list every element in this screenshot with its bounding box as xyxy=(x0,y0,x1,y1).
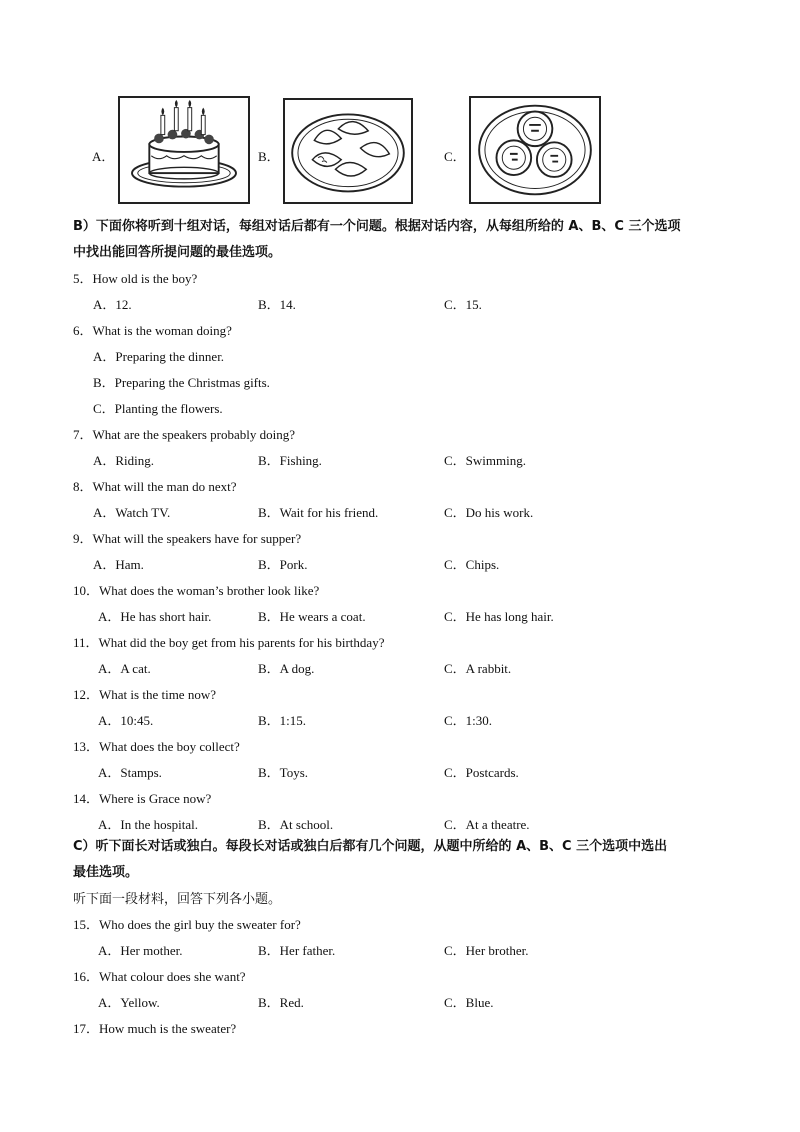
question-16 xyxy=(73,966,246,985)
option-a[interactable]: A．Watch TV. xyxy=(93,505,171,520)
question-11 xyxy=(73,632,384,651)
question-text: What did the boy get from his parents for his birthday? xyxy=(98,635,385,650)
question-text: What does the boy collect? xyxy=(99,739,240,754)
question-text: How old is the boy? xyxy=(92,271,198,286)
option-b[interactable]: B．14. xyxy=(258,297,296,312)
question-number: 13． xyxy=(73,739,100,754)
question-text: What are the speakers probably doing? xyxy=(92,427,296,442)
section-b-heading-line1: B）下面你将听到十组对话，每组对话后都有一个问题。根据对话内容，从每组所给的 A、B、C 三个选项 xyxy=(73,219,681,234)
option-a[interactable]: A．Stamps. xyxy=(98,765,162,780)
option-c[interactable]: C．Postcards. xyxy=(444,765,519,780)
question-number: 12． xyxy=(73,687,100,702)
section-b-heading-line2: 中找出能回答所提问题的最佳选项。 xyxy=(73,245,282,260)
dumplings-icon[interactable] xyxy=(283,98,413,204)
question-text: What colour does she want? xyxy=(99,969,246,984)
section-c-heading-line2: 最佳选项。 xyxy=(73,865,139,880)
question-5 xyxy=(73,268,197,287)
option-b[interactable]: B．Preparing the Christmas gifts. xyxy=(93,375,270,390)
question-number: 17． xyxy=(73,1021,100,1036)
question-text: What will the speakers have for supper? xyxy=(92,531,302,546)
option-a[interactable]: A．10:45. xyxy=(98,713,154,728)
listening-instruction: 听下面一段材料，回答下列各小题。 xyxy=(73,892,282,907)
question-9 xyxy=(73,528,301,547)
option-c[interactable]: C．1:30. xyxy=(444,713,493,728)
option-c[interactable]: C．A rabbit. xyxy=(444,661,512,676)
question-number: 5． xyxy=(73,271,93,286)
option-b[interactable]: B．Pork. xyxy=(258,557,308,572)
question-text: How much is the sweater? xyxy=(99,1021,237,1036)
question-number: 9． xyxy=(73,531,93,546)
question-text: Who does the girl buy the sweater for? xyxy=(99,917,301,932)
option-c[interactable]: C．At a theatre. xyxy=(444,817,530,832)
question-number: 7． xyxy=(73,427,93,442)
option-a[interactable]: A．Ham. xyxy=(93,557,144,572)
section-b-heading xyxy=(73,214,733,266)
question-number: 15． xyxy=(73,917,100,932)
picture-options xyxy=(0,96,800,206)
option-b[interactable]: B．Her father. xyxy=(258,943,336,958)
option-a[interactable]: A．Yellow. xyxy=(98,995,160,1010)
option-a[interactable]: A．Her mother. xyxy=(98,943,183,958)
picture-option-b-letter: B． xyxy=(258,149,280,164)
option-a[interactable]: A．In the hospital. xyxy=(98,817,199,832)
section-c-heading xyxy=(73,834,733,886)
option-b[interactable]: B．Wait for his friend. xyxy=(258,505,379,520)
option-b[interactable]: B．He wears a coat. xyxy=(258,609,366,624)
option-b[interactable]: B．Red. xyxy=(258,995,304,1010)
section-c-heading-line1: C）听下面长对话或独白。每段长对话或独白后都有几个问题，从题中所给的 A、B、C 三个选项中选出 xyxy=(73,839,668,854)
option-c[interactable]: C．Her brother. xyxy=(444,943,529,958)
option-c[interactable]: C．Blue. xyxy=(444,995,494,1010)
question-text: What is the woman doing? xyxy=(92,323,232,338)
question-7 xyxy=(73,424,295,443)
question-text: What does the woman’s brother look like? xyxy=(99,583,320,598)
question-number: 11． xyxy=(73,635,99,650)
option-a[interactable]: A．A cat. xyxy=(98,661,151,676)
question-8 xyxy=(73,476,237,495)
option-c[interactable]: C．Swimming. xyxy=(444,453,526,468)
picture-option-c-letter: C． xyxy=(444,149,466,164)
picture-option-a-letter: A． xyxy=(92,149,115,164)
question-text: Where is Grace now? xyxy=(99,791,212,806)
option-b[interactable]: B．At school. xyxy=(258,817,334,832)
question-text: What will the man do next? xyxy=(92,479,237,494)
question-number: 8． xyxy=(73,479,93,494)
option-a[interactable]: A．12. xyxy=(93,297,132,312)
question-number: 6． xyxy=(73,323,93,338)
question-15 xyxy=(73,914,301,933)
birthday-cake-icon[interactable] xyxy=(118,96,250,204)
option-b[interactable]: B．A dog. xyxy=(258,661,315,676)
option-b[interactable]: B．Toys. xyxy=(258,765,309,780)
question-6 xyxy=(73,320,232,339)
option-c[interactable]: C．Planting the flowers. xyxy=(93,401,223,416)
question-text: What is the time now? xyxy=(99,687,216,702)
option-a[interactable]: A．He has short hair. xyxy=(98,609,212,624)
option-c[interactable]: C．He has long hair. xyxy=(444,609,554,624)
mooncakes-icon[interactable] xyxy=(469,96,601,204)
question-number: 14． xyxy=(73,791,100,806)
question-13 xyxy=(73,736,240,755)
question-12 xyxy=(73,684,216,703)
option-b[interactable]: B．Fishing. xyxy=(258,453,322,468)
question-10 xyxy=(73,580,319,599)
question-number: 10． xyxy=(73,583,100,598)
option-c[interactable]: C．15. xyxy=(444,297,482,312)
option-c[interactable]: C．Chips. xyxy=(444,557,500,572)
option-a[interactable]: A．Riding. xyxy=(93,453,155,468)
question-14 xyxy=(73,788,211,807)
option-b[interactable]: B．1:15. xyxy=(258,713,307,728)
question-17 xyxy=(73,1018,236,1037)
option-c[interactable]: C．Do his work. xyxy=(444,505,534,520)
option-a[interactable]: A．Preparing the dinner. xyxy=(93,349,225,364)
question-number: 16． xyxy=(73,969,100,984)
